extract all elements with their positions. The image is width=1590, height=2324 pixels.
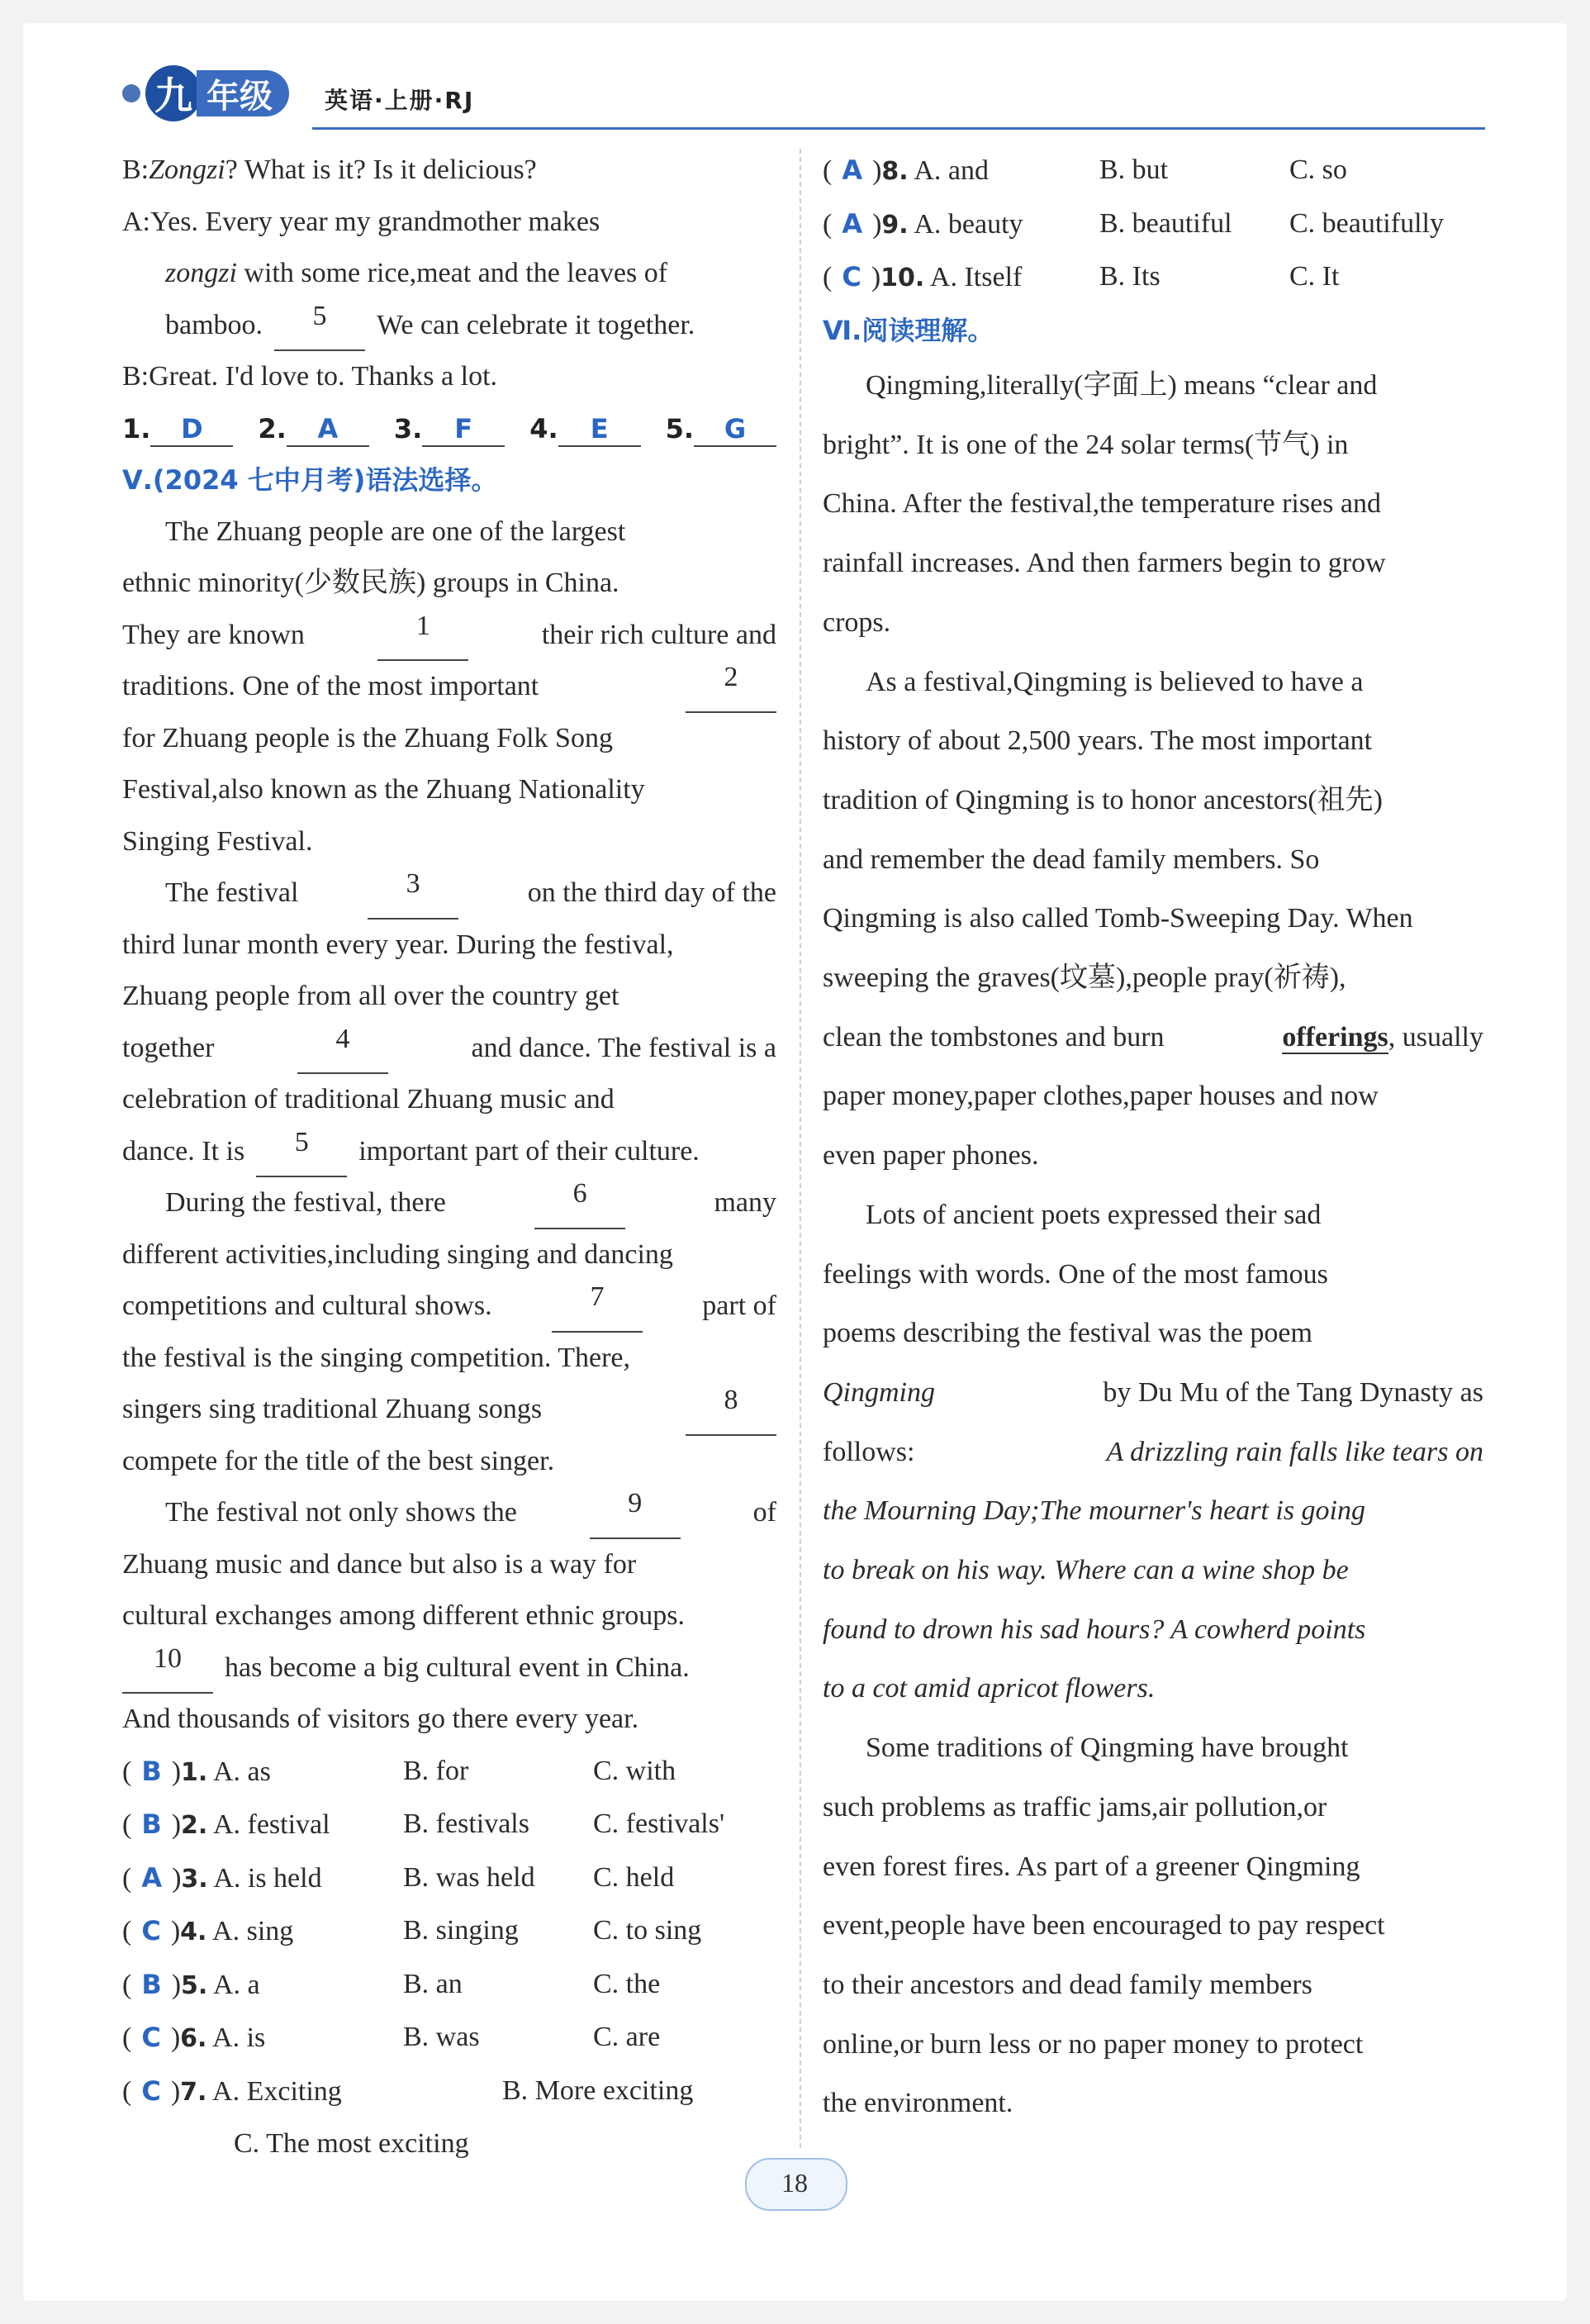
grade-badge <box>122 64 304 122</box>
passage-line: third lunar month every year. During the festival, <box>122 929 674 960</box>
blank-6: 6 <box>534 1177 625 1229</box>
reading-line: event,people have been encouraged to pay respect <box>823 1910 1385 1941</box>
reading-line: China. After the festival,the temperature rises and <box>823 488 1381 520</box>
reading-line: Qingming,literally(字面上) means “clear and <box>866 370 1378 401</box>
reading-line: even forest fires. As part of a greener Qingming <box>823 1851 1360 1882</box>
reading-line: sweeping the graves(坟墓),people pray(祈祷), <box>823 962 1346 994</box>
reading-line: follows: A drizzling rain falls like tears on <box>823 1436 1483 1467</box>
answer-2: A <box>287 412 369 447</box>
choice-row-5: ( B )5. A. a B. an C. the <box>122 1968 661 2000</box>
dialog-line: A:Yes. Every year my grandmother makes <box>122 206 600 237</box>
blank-3: 3 <box>368 867 458 920</box>
answer-4: E <box>558 412 641 447</box>
reading-line: Qingming by Du Mu of the Tang Dynasty as <box>823 1376 1483 1408</box>
reading-line: to their ancestors and dead family members <box>823 1969 1312 2000</box>
reading-line: to a cot amid apricot flowers. <box>823 1673 1156 1704</box>
choice-row-4: ( C )4. A. sing B. singing C. to sing <box>122 1915 702 1946</box>
reading-line: bright”. It is one of the 24 solar terms(节气) in <box>823 429 1349 460</box>
reading-line: the environment. <box>823 2088 1013 2119</box>
blank-7: 7 <box>552 1281 643 1333</box>
dot-icon <box>122 84 140 102</box>
reading-line: history of about 2,500 years. The most important <box>823 725 1373 757</box>
choice-row-7-c: C. The most exciting <box>234 2128 469 2159</box>
passage-line: During the festival, there 6 many <box>122 1177 776 1229</box>
dialog-line: bamboo. 5 We can celebrate it together. <box>122 300 776 352</box>
passage-line: dance. It is 5 important part of their culture. <box>122 1126 776 1178</box>
reading-line: Lots of ancient poets expressed their sad <box>866 1199 1322 1230</box>
passage-line: The Zhuang people are one of the largest <box>165 516 626 547</box>
blank-2: 2 <box>686 661 776 713</box>
passage-line: Festival,also known as the Zhuang Nationality <box>122 774 645 805</box>
passage-line: together 4 and dance. The festival is a <box>122 1023 776 1075</box>
blank-10: 10 <box>122 1642 213 1694</box>
passage-line: And thousands of visitors go there every year. <box>122 1704 639 1734</box>
section-title-vi: Ⅵ.阅读理解。 <box>823 314 994 346</box>
answer-3: F <box>422 412 505 447</box>
choice-row-9: ( A )9. A. beauty B. beautiful C. beautifully <box>823 207 1444 240</box>
reading-line: tradition of Qingming is to honor ancestors(祖先) <box>823 784 1384 815</box>
reading-line: Some traditions of Qingming have brought <box>866 1732 1349 1764</box>
passage-line: Singing Festival. <box>122 825 313 857</box>
choice-row-2: ( B )2. A. festival B. festivals C. festivals' <box>122 1808 725 1840</box>
choice-row-7: ( C )7. A. Exciting B. More exciting <box>122 2074 694 2107</box>
passage-line: competitions and cultural shows. 7 part of <box>122 1281 776 1333</box>
blank-5: 5 <box>274 300 365 352</box>
reading-line: found to drown his sad hours? A cowherd points <box>823 1613 1366 1645</box>
reading-line: feelings with words. One of the most famous <box>823 1258 1328 1290</box>
passage-line: for Zhuang people is the Zhuang Folk Song <box>122 722 613 753</box>
blank-1: 1 <box>377 610 468 662</box>
grade-label: 年级 <box>197 70 289 116</box>
column-divider <box>800 149 801 2148</box>
passage-line: the festival is the singing competition. There, <box>122 1342 631 1373</box>
answer-1: D <box>150 412 233 447</box>
reading-line: online,or burn less or no paper money to protect <box>823 2028 1364 2060</box>
choice-row-10: ( C )10. A. Itself B. Its C. It <box>823 261 1340 292</box>
reading-line: such problems as traffic jams,air pollution,or <box>823 1791 1327 1823</box>
reading-passage <box>823 356 1483 2133</box>
dialog-line: B:Zongzi? What is it? Is it delicious? <box>122 154 537 185</box>
blank-8: 8 <box>686 1384 776 1436</box>
section-title-v: Ⅴ.(2024 七中月考)语法选择。 <box>122 464 498 496</box>
reading-line: Qingming is also called Tomb-Sweeping Day. When <box>823 903 1413 934</box>
reading-line: even paper phones. <box>823 1140 1039 1172</box>
dialog-line: B:Great. I'd love to. Thanks a lot. <box>122 361 498 392</box>
blank-9: 9 <box>590 1487 681 1539</box>
passage-line: celebration of traditional Zhuang music and <box>122 1084 615 1114</box>
passage-line: compete for the title of the best singer. <box>122 1445 555 1476</box>
reading-line: poems describing the festival was the poem <box>823 1318 1312 1349</box>
left-column <box>122 145 776 2170</box>
choice-row-1: ( B )1. A. as B. for C. with <box>122 1755 676 1787</box>
passage-line: 10 has become a big cultural event in China. <box>122 1642 776 1694</box>
choice-row-3: ( A )3. A. is held B. was held C. held <box>122 1861 675 1894</box>
reading-line: and remember the dead family members. So <box>823 844 1320 875</box>
passage-line: different activities,including singing and dancing <box>122 1238 673 1270</box>
passage-line: Zhuang people from all over the country get <box>122 981 619 1011</box>
offerings-word: offerings <box>1282 1021 1388 1053</box>
passage-line: traditions. One of the most important 2 <box>122 661 776 713</box>
passage-line: ethnic minority(少数民族) groups in China. <box>122 568 619 598</box>
blank-4: 4 <box>297 1023 388 1075</box>
subject-label: 英语·上册·RJ <box>325 87 475 114</box>
page-number: 18 <box>745 2158 844 2208</box>
grade-char: 九 <box>145 65 202 121</box>
right-column <box>823 145 1483 2133</box>
passage-line: The festival not only shows the 9 of <box>122 1487 776 1539</box>
header-rule <box>312 127 1485 130</box>
page-header <box>122 64 1485 132</box>
blank-5b: 5 <box>256 1126 347 1178</box>
reading-line: rainfall increases. And then farmers begin to grow <box>823 548 1386 579</box>
reading-line: paper money,paper clothes,paper houses and now <box>823 1081 1379 1112</box>
choice-row-8: ( A )8. A. and B. but C. so <box>823 154 1347 186</box>
passage-line: They are known 1 their rich culture and <box>122 610 776 662</box>
passage-line: Zhuang music and dance but also is a way for <box>122 1548 637 1580</box>
choice-row-6: ( C )6. A. is B. was C. are <box>122 2022 661 2053</box>
reading-line: clean the tombstones and burn offerings, usually <box>823 1021 1483 1053</box>
reading-line: As a festival,Qingming is believed to have a <box>866 666 1364 697</box>
passage-line: singers sing traditional Zhuang songs 8 <box>122 1384 776 1436</box>
answer-5: G <box>694 412 776 447</box>
passage-line: cultural exchanges among different ethnic groups. <box>122 1600 686 1631</box>
passage-line: The festival 3 on the third day of the <box>122 867 776 920</box>
reading-line: to break on his way. Where can a wine shop be <box>823 1555 1349 1586</box>
reading-line: crops. <box>823 606 891 638</box>
reading-line: the Mourning Day;The mourner's heart is going <box>823 1495 1366 1527</box>
dialog-line: zongzi with some rice,meat and the leaves of <box>165 258 668 288</box>
answer-row: 1. D 2. A 3. F 4. E 5. G <box>122 403 776 455</box>
